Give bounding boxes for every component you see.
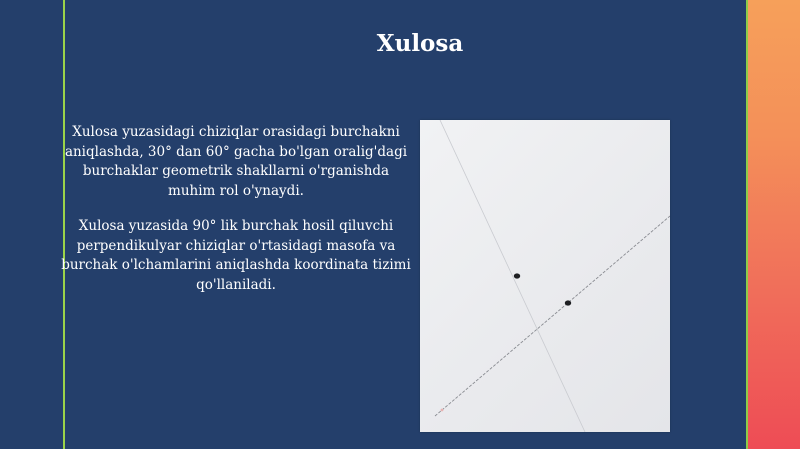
faint-line <box>440 120 585 432</box>
dot-mark-2 <box>565 300 571 305</box>
faint-spot <box>441 409 444 412</box>
photo-lines-image <box>420 120 670 432</box>
paragraph-1: Xulosa yuzasidagi chiziqlar orasidagi burchakni aniqlashda, 30° dan 60° gacha bo'lgan oralig'dagi burchaklar geometrik shakllarni o'rganishda muhim rol o'ynaydi. <box>64 124 408 199</box>
thin-line <box>435 216 670 416</box>
paragraph-2: Xulosa yuzasida 90° lik burchak hosil qiluvchi perpendikulyar chiziqlar o'rtasidagi masofa va burchak o'lchamlarini aniqlashda koordinata tizimi qo'llaniladi. <box>61 218 411 293</box>
slide-title: Xulosa <box>376 30 464 57</box>
right-gradient-bar <box>748 0 800 449</box>
slide-body <box>58 123 414 311</box>
photo-lines <box>420 120 670 432</box>
dot-mark-1 <box>514 273 520 278</box>
